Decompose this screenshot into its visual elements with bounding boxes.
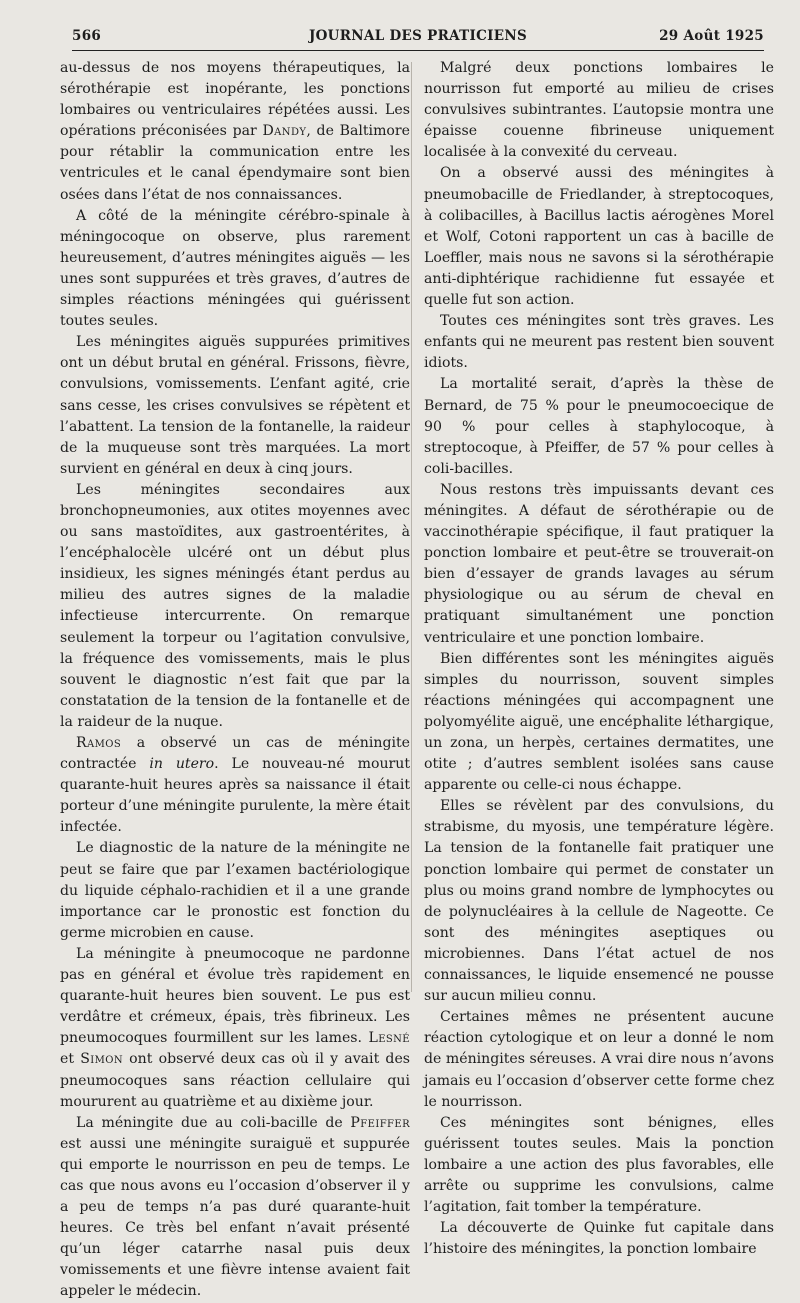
left-column xyxy=(60,58,410,1303)
author-name: Ramos xyxy=(76,735,122,751)
column-divider xyxy=(411,62,412,992)
paragraph: On a observé aussi des méningites à pneumobacille de Friedlander, à streptocoques, à colibacilles, à Bacillus lactis aérogènes Morel et Wolf, Cotoni rapportent un cas à bacille de Loeffler, mais nous ne savons si la sérothérapie anti-diphtérique rachidienne fut essayée et quelle fut son action. xyxy=(424,165,774,309)
paragraph: Toutes ces méningites sont très graves. Les enfants qui ne meurent pas restent bien souvent idiots. xyxy=(424,313,774,372)
paragraph: Ramos a observé un cas de méningite contractée in utero. Le nouveau-né mourut quarante-huit heures après sa naissance il était porteur d’une méningite purulente, la mère était infectée. xyxy=(60,735,410,836)
paragraph: Elles se révèlent par des convulsions, du strabisme, du myosis, une température légère. La tension de la fontanelle fait pratiquer une ponction lombaire qui permet de constater un plus ou moins grand nombre de lymphocytes ou de polynucléaires à la cellule de Nageotte. Ce sont des méningites aseptiques ou microbiennes. Dans l’état actuel de nos connaissances, le liquide ensemencé ne pousse sur aucun milieu connu. xyxy=(424,798,774,1005)
issue-date: 29 Août 1925 xyxy=(659,28,764,44)
paragraph: Ces méningites sont bénignes, elles guérissent toutes seules. Mais la ponction lombaire a une action des plus favorables, elle arrête ou supprime les convulsions, calme l’agitation, fait tomber la température. xyxy=(424,1114,774,1216)
paragraph: A côté de la méningite cérébro-spinale à méningocoque on observe, plus rarement heureusement, d’autres méningites aiguës — les unes sont suppurées et très graves, d’autres de simples réactions méningées qui guérissent toutes seules. xyxy=(60,207,410,330)
paragraph: La découverte de Quinke fut capitale dans l’histoire des méningites, la ponction lombaire xyxy=(424,1220,774,1258)
paragraph: au-dessus de nos moyens thérapeutiques, la sérothérapie est inopérante, les ponctions lombaires ou ventriculaires répétées aussi. Les opérations préconisées par Dandy, de Baltimore pour rétablir la communication entre les ventricules et le canal épendymaire sont bien osées dans l’état de nos connaissances. xyxy=(60,60,410,203)
author-name: Pfeiffer xyxy=(350,1114,410,1131)
paragraph: Malgré deux ponctions lombaires le nourrisson fut emporté au milieu de crises convulsives subintrantes. L’autopsie montra une épaisse couenne fibrineuse uniquement localisée à la convexité du cerveau. xyxy=(424,60,774,161)
paragraph: Les méningites aiguës suppurées primitives ont un début brutal en général. Frissons, fièvre, convulsions, vomissements. L’enfant agité, crie sans cesse, les crises convulsives se répètent et l’abattent. La tension de la fontanelle, la raideur de la muqueuse sont très marquées. La mort survient en général en deux à cinq jours. xyxy=(60,334,410,477)
author-name: Dandy xyxy=(262,123,307,140)
paragraph: Certaines mêmes ne présentent aucune réaction cytologique et on leur a donné le nom de méningites séreuses. A vrai dire nous n’avons jamais eu l’occasion d’observer cette forme chez le nourrisson. xyxy=(424,1009,774,1110)
paragraph: Les méningites secondaires aux bronchopneumonies, aux otites moyennes avec ou sans mastoïdites, aux gastroentérites, à l’encéphalocèle ulcéré ont un début plus insidieux, les signes méningés étant perdus au milieu des autres signes de la maladie infectieuse intercurrente. On remarque seulement la torpeur ou l’agitation convulsive, la fréquence des vomissements, mais le plus souvent le diagnostic n’est fait que par la constatation de la tension de la fontanelle et de la raideur de la nuque. xyxy=(60,481,410,730)
running-header xyxy=(72,28,764,51)
paragraph: La méningite due au coli-bacille de Pfeiffer est aussi une méningite suraiguë et suppurée qui emporte le nourrisson en peu de temps. Le cas que nous avons eu l’occasion d’observer il y a peu de temps n’a pas duré quarante-huit heures. Ce très bel enfant n’avait présenté qu’un léger catarrhe nasal puis deux vomissements et une fièvre intense avaient fait appeler le médecin. xyxy=(60,1114,410,1300)
paragraph: La mortalité serait, d’après la thèse de Bernard, de 75 % pour le pneumocoecique de 90 % pour celles à staphylocoque, à streptocoque, à Pfeiffer, de 57 % pour celles à coli-bacilles. xyxy=(424,376,774,477)
author-name: Simon xyxy=(80,1051,123,1068)
page-number: 566 xyxy=(72,28,102,44)
paragraph: Nous restons très impuissants devant ces méningites. A défaut de sérothérapie ou de vaccinothérapie spécifique, il faut pratiquer la ponction lombaire et peut-être se trouverait-on bien d’essayer de grands lavages au sérum physiologique ou au sérum de cheval en pratiquant simultanément une ponction ventriculaire et une ponction lombaire. xyxy=(424,481,774,646)
author-name: Lesné xyxy=(368,1030,410,1047)
paragraph: Bien différentes sont les méningites aiguës simples du nourrisson, souvent simples réactions méningées qui accompagnent une polyomyélite aiguë, une encéphalite léthargique, un zona, un herpès, certaines dermatites, une otite ; d’autres semblent isolées sans cause apparente ou celle-ci nous échappe. xyxy=(424,650,774,794)
italic-term: in utero xyxy=(149,756,215,773)
journal-title: JOURNAL DES PRATICIENS xyxy=(308,28,528,44)
right-column xyxy=(424,58,774,1260)
paragraph: La méningite à pneumocoque ne pardonne pas en général et évolue très rapidement en quarante-huit heures bien souvent. Le pus est verdâtre et crémeux, épais, très fibrineux. Les pneumocoques fourmillent sur les lames. Lesné et Simon ont observé deux cas où il y avait des pneumocoques sans réaction cellulaire qui moururent au quatrième et au dixième jour. xyxy=(60,945,411,1110)
paragraph: Le diagnostic de la nature de la méningite ne peut se faire que par l’examen bactériologique du liquide céphalo-rachidien et il a une grande importance car le pronostic est fonction du germe microbien en cause. xyxy=(60,840,410,941)
